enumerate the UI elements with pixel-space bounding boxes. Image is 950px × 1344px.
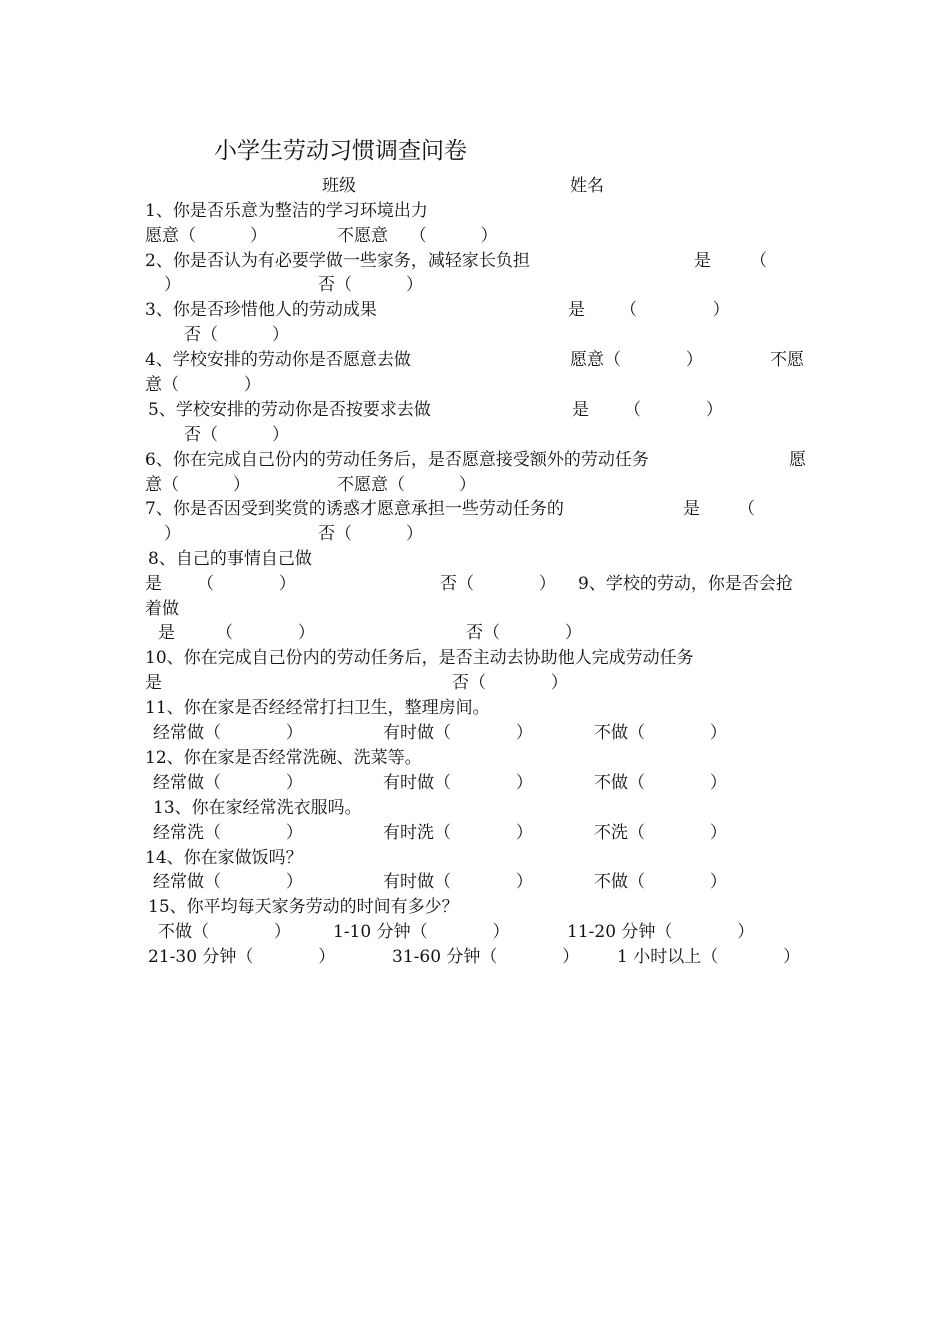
question-15-text: 15、你平均每天家务劳动的时间有多少？ bbox=[148, 897, 459, 917]
question-1-text: 1、你是否乐意为整洁的学习环境出力 bbox=[145, 201, 428, 221]
question-14-option-often: 经常做（ ） bbox=[153, 872, 303, 892]
question-11-option-sometimes: 有时做（ ） bbox=[383, 723, 533, 743]
question-11-text: 11、你在家是否经经常打扫卫生，整理房间。 bbox=[145, 698, 490, 718]
question-7-yes-paren-open: （ bbox=[738, 499, 755, 519]
question-2-yes-paren-open: （ bbox=[750, 251, 767, 271]
question-15-option-31-60: 31-60 分钟（ ） bbox=[392, 947, 580, 967]
question-5-yes-paren: （ ） bbox=[624, 400, 723, 420]
question-15-option-none: 不做（ ） bbox=[158, 922, 291, 942]
question-6-option-unwilling: 不愿意（ ） bbox=[337, 475, 477, 495]
question-7-option-no: 否（ ） bbox=[318, 524, 424, 544]
question-15-option-over-1h: 1 小时以上（ ） bbox=[617, 947, 801, 967]
question-11-option-often: 经常做（ ） bbox=[153, 723, 303, 743]
question-12-option-often: 经常做（ ） bbox=[153, 773, 303, 793]
question-13-text: 13、你在家经常洗衣服吗。 bbox=[153, 798, 362, 818]
question-5-option-no: 否（ ） bbox=[184, 425, 290, 445]
question-8-text: 8、自己的事情自己做 bbox=[148, 549, 312, 569]
question-10-text: 10、你在完成自己份内的劳动任务后，是否主动去协助他人完成劳动任务 bbox=[145, 648, 694, 668]
question-14-text: 14、你在家做饭吗？ bbox=[145, 848, 303, 868]
question-1-option-willing: 愿意（ ） bbox=[145, 226, 268, 246]
question-9-text-part2: 着做 bbox=[145, 599, 179, 619]
question-12-option-never: 不做（ ） bbox=[594, 773, 727, 793]
question-13-option-often: 经常洗（ ） bbox=[153, 823, 303, 843]
question-10-option-yes: 是 bbox=[145, 673, 162, 693]
question-2-option-no: 否（ ） bbox=[318, 275, 424, 295]
question-6-option-willing-part2: 意（ ） bbox=[145, 475, 251, 495]
question-14-option-sometimes: 有时做（ ） bbox=[383, 872, 533, 892]
question-11-option-never: 不做（ ） bbox=[594, 723, 727, 743]
question-12-text: 12、你在家是否经常洗碗、洗菜等。 bbox=[145, 748, 422, 768]
question-14-option-never: 不做（ ） bbox=[594, 872, 727, 892]
question-7-text: 7、你是否因受到奖赏的诱惑才愿意承担一些劳动任务的 bbox=[145, 499, 564, 519]
question-3-text: 3、你是否珍惜他人的劳动成果 bbox=[145, 300, 377, 320]
question-5-text: 5、学校安排的劳动你是否按要求去做 bbox=[148, 400, 431, 420]
question-9-option-no: 否（ ） bbox=[466, 623, 582, 643]
question-2-text: 2、你是否认为有必要学做一些家务，减轻家长负担 bbox=[145, 251, 530, 271]
question-15-option-1-10: 1-10 分钟（ ） bbox=[333, 922, 510, 942]
question-13-option-sometimes: 有时洗（ ） bbox=[383, 823, 533, 843]
question-12-option-sometimes: 有时做（ ） bbox=[383, 773, 533, 793]
question-8-option-yes: 是 bbox=[145, 574, 162, 594]
question-4-text: 4、学校安排的劳动你是否愿意去做 bbox=[145, 350, 411, 370]
question-5-option-yes: 是 bbox=[572, 400, 589, 420]
name-label: 姓名 bbox=[570, 176, 604, 196]
question-3-option-no: 否（ ） bbox=[184, 325, 290, 345]
question-9-yes-paren: （ ） bbox=[216, 623, 315, 643]
question-15-option-11-20: 11-20 分钟（ ） bbox=[567, 922, 755, 942]
question-10-option-no: 否（ ） bbox=[452, 673, 568, 693]
question-8-option-no: 否（ ） bbox=[440, 574, 556, 594]
question-8-yes-paren: （ ） bbox=[197, 574, 296, 594]
question-6-option-willing-part1: 愿 bbox=[789, 450, 806, 470]
class-label: 班级 bbox=[322, 176, 356, 196]
question-13-option-never: 不洗（ ） bbox=[594, 823, 727, 843]
question-4-option-unwilling-part2: 意（ ） bbox=[145, 375, 261, 395]
question-7-option-yes: 是 bbox=[683, 499, 700, 519]
question-3-yes-paren: （ ） bbox=[620, 300, 730, 320]
question-4-option-unwilling-part1: 不愿 bbox=[770, 350, 804, 370]
question-1-option-unwilling: 不愿意 （ ） bbox=[337, 226, 498, 246]
question-7-yes-paren-close: ） bbox=[164, 524, 181, 544]
question-9-option-yes: 是 bbox=[158, 623, 175, 643]
question-2-yes-paren-close: ） bbox=[164, 275, 181, 295]
page-title: 小学生劳动习惯调查问卷 bbox=[214, 138, 467, 164]
question-9-text-part1: 9、学校的劳动，你是否会抢 bbox=[578, 574, 793, 594]
question-3-option-yes: 是 bbox=[568, 300, 585, 320]
question-15-option-21-30: 21-30 分钟（ ） bbox=[148, 947, 336, 967]
question-2-option-yes: 是 bbox=[694, 251, 711, 271]
question-4-option-willing: 愿意（ ） bbox=[570, 350, 703, 370]
question-6-text: 6、你在完成自己份内的劳动任务后，是否愿意接受额外的劳动任务 bbox=[145, 450, 649, 470]
